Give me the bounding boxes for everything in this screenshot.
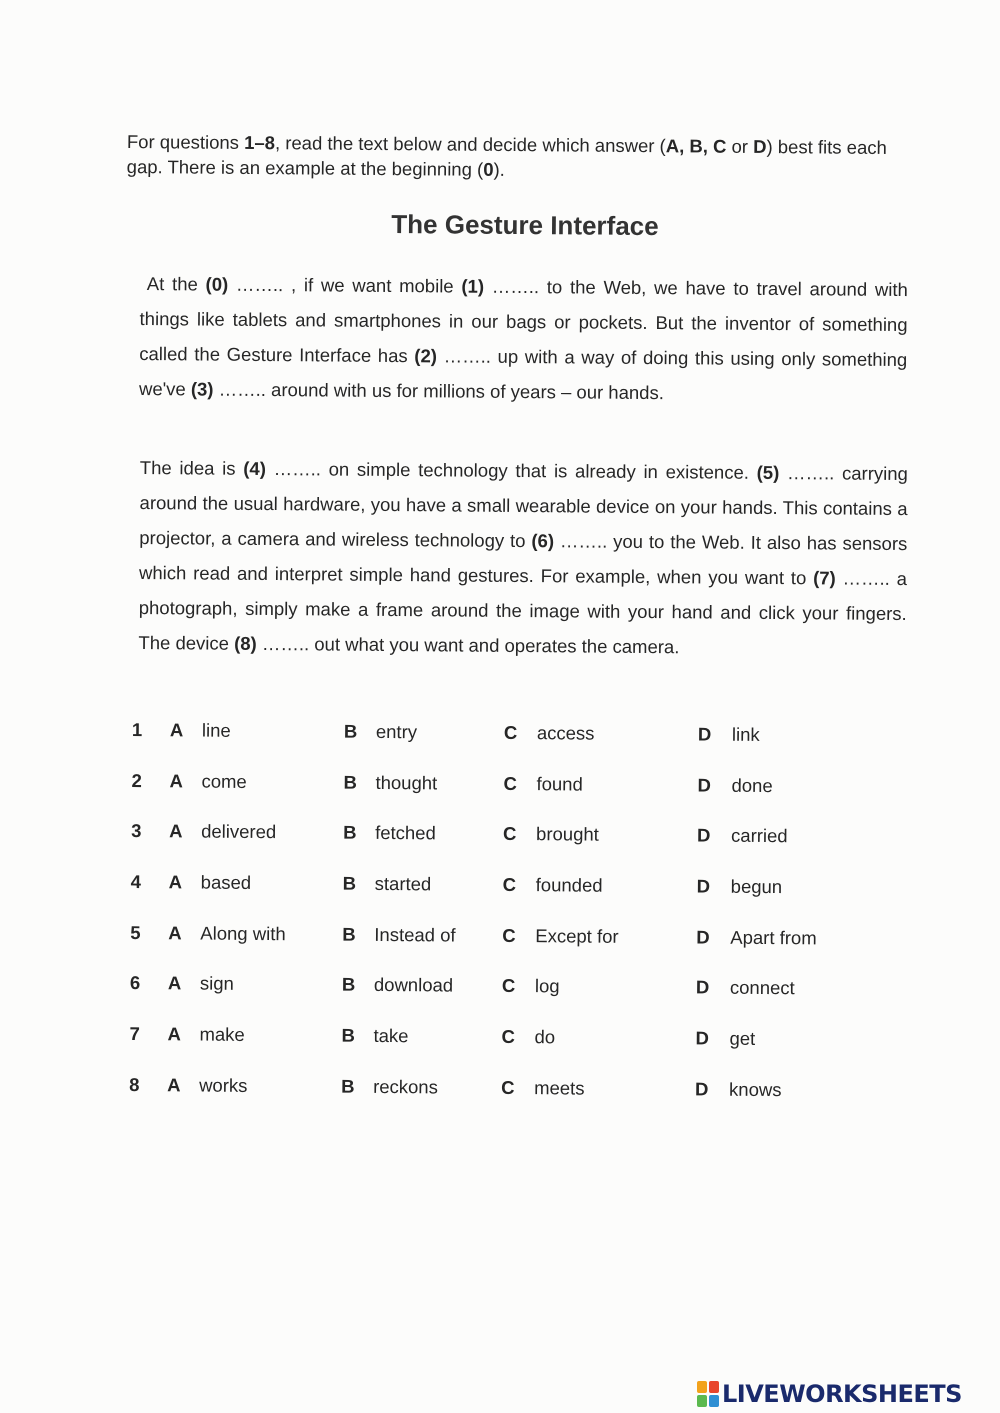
option-letter-d: D	[697, 723, 712, 745]
option-letter-a: A	[168, 922, 182, 944]
option-7-d[interactable]: get	[729, 1027, 756, 1050]
question-number: 5	[130, 921, 141, 943]
passage-paragraph-1: At the (0) …….. , if we want mobile (1) …….. to the Web, we have to travel around with things like tablets and smartphones in our bags or pockets. But the inventor of something called the Gesture Interface has (2) …….. up with a way of doing this using only something we've (3) …….. around with us for millions of years – our hands.	[138, 273, 908, 404]
question-number: 3	[131, 820, 142, 842]
question-row-8	[129, 1074, 889, 1131]
liveworksheets-logo-icon	[697, 1381, 719, 1407]
option-4-b[interactable]: started	[374, 872, 432, 895]
option-letter-d: D	[695, 1027, 709, 1049]
option-letter-a: A	[167, 972, 182, 994]
logo-square-3	[697, 1395, 707, 1407]
option-4-a[interactable]: based	[200, 871, 252, 894]
passage-paragraph-2: The idea is (4) …….. on simple technology that is already in existence. (5) …….. carrying around the usual hardware, you have a small wearable device on your hands. This contains a projector, a camera and wireless technology to (6) …….. you to the Web. It also has sensors which read and interpret simple hand gestures. For example, when you want to (7) …….. a photograph, simply make a frame around the image with your hand and click your fingers. The device (8) …….. out what you want and operates the camera.	[138, 456, 908, 658]
question-number: 1	[131, 719, 143, 741]
answer-options	[129, 719, 892, 1130]
question-row-4	[130, 871, 890, 928]
option-3-d[interactable]: carried	[731, 825, 788, 847]
question-row-5	[130, 922, 890, 979]
option-letter-d: D	[696, 875, 711, 897]
option-8-d[interactable]: knows	[729, 1078, 782, 1100]
option-letter-b: B	[342, 872, 357, 894]
option-letter-b: B	[342, 923, 356, 945]
option-1-b[interactable]: entry	[375, 720, 418, 743]
gap-8: (8)	[234, 632, 257, 654]
question-number: 8	[129, 1073, 140, 1095]
option-2-d[interactable]: done	[731, 774, 773, 796]
option-5-b[interactable]: Instead of	[374, 923, 456, 946]
option-letter-b: B	[341, 974, 356, 996]
liveworksheets-logo	[697, 1378, 962, 1410]
question-row-2	[131, 770, 891, 827]
gap-3: (3)	[190, 378, 214, 400]
instructions: For questions 1–8, read the text below and decide which answer (A, B, C or D) best fits each gap. There is an example at the beginning (0).	[126, 130, 887, 180]
option-1-a[interactable]: line	[201, 719, 231, 741]
gap-4: (4)	[243, 457, 267, 479]
option-letter-c: C	[501, 975, 516, 997]
option-letter-c: C	[503, 721, 518, 744]
option-letter-d: D	[697, 824, 711, 846]
option-letter-a: A	[167, 1074, 181, 1096]
option-letter-a: A	[168, 871, 183, 893]
option-letter-c: C	[501, 1026, 515, 1048]
option-7-a[interactable]: make	[199, 1023, 245, 1046]
option-letter-a: A	[169, 769, 183, 792]
option-letter-b: B	[343, 822, 357, 844]
gap-1: (1)	[461, 275, 485, 297]
option-4-c[interactable]: founded	[535, 874, 603, 896]
gap-7: (7)	[813, 567, 836, 589]
question-number: 6	[129, 972, 141, 994]
option-2-c[interactable]: found	[536, 772, 583, 795]
option-3-b[interactable]: fetched	[375, 822, 436, 844]
option-1-c[interactable]: access	[536, 722, 595, 744]
option-letter-d: D	[697, 774, 711, 796]
question-number: 4	[130, 871, 142, 893]
page-title: The Gesture Interface	[391, 208, 659, 242]
option-letter-b: B	[343, 720, 358, 742]
option-letter-c: C	[503, 823, 517, 845]
option-letter-a: A	[167, 1023, 181, 1045]
option-letter-a: A	[169, 820, 183, 842]
option-letter-b: B	[341, 1075, 355, 1097]
option-letter-d: D	[695, 976, 710, 998]
option-6-a[interactable]: sign	[199, 972, 234, 995]
option-letter-d: D	[696, 926, 710, 948]
option-letter-c: C	[501, 1076, 515, 1098]
option-3-c[interactable]: brought	[536, 823, 599, 846]
question-number: 2	[131, 769, 142, 791]
option-4-d[interactable]: begun	[730, 875, 783, 898]
option-8-c[interactable]: meets	[534, 1076, 585, 1099]
logo-square-1	[697, 1381, 707, 1393]
option-2-a[interactable]: come	[201, 770, 247, 792]
question-row-1	[132, 719, 892, 776]
option-6-c[interactable]: log	[534, 975, 560, 997]
question-number: 7	[129, 1023, 140, 1045]
option-letter-c: C	[502, 924, 516, 946]
option-6-b[interactable]: download	[373, 974, 454, 996]
question-row-7	[129, 1023, 889, 1080]
question-row-6	[130, 972, 890, 1029]
option-8-b[interactable]: reckons	[373, 1075, 438, 1098]
option-letter-c: C	[503, 772, 517, 794]
option-5-a[interactable]: Along with	[200, 922, 286, 944]
option-letter-a: A	[169, 719, 184, 741]
option-2-b[interactable]: thought	[375, 771, 438, 794]
option-letter-b: B	[343, 771, 357, 793]
option-7-b[interactable]: take	[373, 1025, 409, 1047]
gap-5: (5)	[756, 461, 780, 484]
option-1-d[interactable]: link	[731, 723, 760, 745]
logo-square-4	[709, 1395, 719, 1407]
option-7-c[interactable]: do	[534, 1026, 556, 1048]
option-5-d[interactable]: Apart from	[730, 926, 817, 949]
option-5-c[interactable]: Except for	[535, 924, 619, 947]
gap-0: (0)	[205, 273, 229, 295]
option-letter-c: C	[502, 873, 517, 896]
option-8-a[interactable]: works	[199, 1074, 248, 1096]
gap-6: (6)	[531, 530, 555, 552]
option-letter-b: B	[341, 1024, 355, 1046]
logo-text: LIVEWORKSHEETS	[722, 1380, 962, 1408]
question-row-3	[131, 820, 891, 877]
option-6-d[interactable]: connect	[729, 977, 795, 999]
gap-2: (2)	[414, 345, 438, 367]
option-3-a[interactable]: delivered	[201, 820, 277, 843]
option-letter-d: D	[695, 1078, 709, 1100]
logo-square-2	[709, 1381, 719, 1393]
